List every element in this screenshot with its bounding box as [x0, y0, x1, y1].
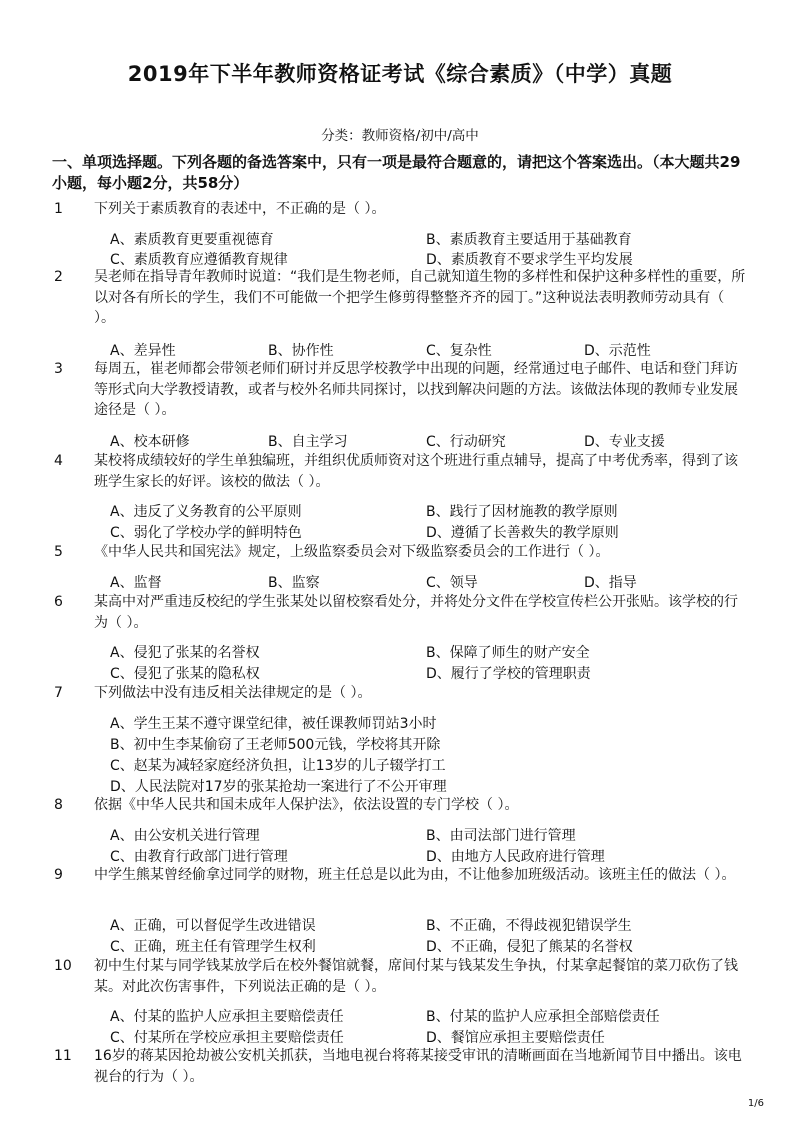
option-d: D、由地方人民政府进行管理: [426, 849, 605, 865]
question-text: 某高中对严重违反校纪的学生张某处以留校察看处分，并将处分文件在学校宣传栏公开张贴。该学校的行为（ ）。: [94, 594, 738, 631]
question-text: 下列关于素质教育的表述中，不正确的是（ ）。: [94, 201, 386, 217]
option-a: A、违反了义务教育的公平原则: [110, 504, 302, 520]
option-d: D、遵循了长善救失的教学原则: [426, 525, 619, 541]
option-b: B、监察: [268, 575, 320, 591]
option-d: D、餐馆应承担主要赔偿责任: [426, 1030, 605, 1046]
page-title: 2019年下半年教师资格证考试《综合素质》（中学）真题: [127, 62, 673, 86]
option-b: B、保障了师生的财产安全: [426, 645, 590, 661]
question-number: 7: [54, 685, 63, 701]
option-c: C、侵犯了张某的隐私权: [110, 666, 260, 682]
option-a: A、由公安机关进行管理: [110, 828, 260, 844]
page-number: 1/6: [747, 1098, 764, 1109]
option-c: C、领导: [426, 575, 478, 591]
option-a: A、监督: [110, 575, 162, 591]
option-c: C、赵某为减轻家庭经济负担，让13岁的儿子辍学打工: [110, 758, 446, 774]
option-d: D、不正确，侵犯了熊某的名誉权: [426, 939, 633, 955]
option-b: B、付某的监护人应承担全部赔偿责任: [426, 1009, 660, 1025]
question-text: 16岁的蒋某因抢劫被公安机关抓获，当地电视台将蒋某接受审讯的清晰画面在当地新闻节目中播出。该电视台的行为（ ）。: [94, 1048, 742, 1085]
option-a: A、校本研修: [110, 434, 190, 450]
option-a: A、正确，可以督促学生改进错误: [110, 918, 316, 934]
option-b: B、素质教育主要适用于基础教育: [426, 232, 632, 248]
question-text: 依据《中华人民共和国未成年人保护法》，依法设置的专门学校（ ）。: [94, 797, 519, 813]
option-c: C、付某所在学校应承担主要赔偿责任: [110, 1030, 344, 1046]
question-number: 8: [54, 797, 63, 813]
question-number: 4: [54, 453, 63, 469]
option-b: B、践行了因材施教的教学原则: [426, 504, 618, 520]
option-b: B、不正确，不得歧视犯错误学生: [426, 918, 632, 934]
question-number: 10: [54, 958, 72, 974]
option-d: D、履行了学校的管理职责: [426, 666, 591, 682]
question-number: 9: [54, 867, 63, 883]
option-b: B、初中生李某偷窃了王老师500元钱，学校将其开除: [110, 737, 441, 753]
option-c: C、弱化了学校办学的鲜明特色: [110, 525, 302, 541]
option-d: D、示范性: [584, 343, 651, 359]
option-c: C、素质教育应遵循教育规律: [110, 252, 288, 268]
option-c: C、复杂性: [426, 343, 492, 359]
option-a: A、侵犯了张某的名誉权: [110, 645, 260, 661]
question-number: 1: [54, 201, 63, 217]
question-text: 《中华人民共和国宪法》规定，上级监察委员会对下级监察委员会的工作进行（ ）。: [94, 544, 610, 560]
question-number: 6: [54, 594, 63, 610]
option-d: D、专业支援: [584, 434, 665, 450]
option-d: D、素质教育不要求学生平均发展: [426, 252, 633, 268]
option-a: A、付某的监护人应承担主要赔偿责任: [110, 1009, 344, 1025]
option-c: C、由教育行政部门进行管理: [110, 849, 288, 865]
option-b: B、自主学习: [268, 434, 348, 450]
option-b: B、由司法部门进行管理: [426, 828, 576, 844]
question-text: 下列做法中没有违反相关法律规定的是（ ）。: [94, 685, 372, 701]
section-heading: 一、单项选择题。下列各题的备选答案中，只有一项是最符合题意的，请把这个答案选出。（本大题共29小题，每小题2分，共58分）: [52, 153, 741, 192]
question-number: 5: [54, 544, 63, 560]
question-text: 每周五，崔老师都会带领老师们研讨并反思学校教学中出现的问题，经常通过电子邮件、电话和登门拜访等形式向大学教授请教，或者与校外名师共同探讨，以找到解决问题的方法。该做法体现的教师专业发展途径是（ ）。: [94, 361, 738, 418]
option-b: B、协作性: [268, 343, 334, 359]
question-number: 11: [54, 1048, 72, 1064]
option-d: D、指导: [584, 575, 637, 591]
option-a: A、学生王某不遵守课堂纪律，被任课教师罚站3小时: [110, 716, 437, 732]
question-number: 3: [54, 361, 63, 377]
question-number: 2: [54, 269, 63, 285]
question-text: 某校将成绩较好的学生单独编班，并组织优质师资对这个班进行重点辅导，提高了中考优秀率，得到了该班学生家长的好评。该校的做法（ ）。: [94, 453, 738, 490]
question-text: 初中生付某与同学钱某放学后在校外餐馆就餐，席间付某与钱某发生争执，付某拿起餐馆的菜刀砍伤了钱某。对此次伤害事件，下列说法正确的是（ ）。: [94, 958, 738, 995]
question-text: 中学生熊某曾经偷拿过同学的财物，班主任总是以此为由，不让他参加班级活动。该班主任的做法（ ）。: [94, 867, 736, 883]
option-c: C、正确，班主任有管理学生权利: [110, 939, 316, 955]
question-text: 吴老师在指导青年教师时说道：“我们是生物老师，自己就知道生物的多样性和保护这种多样性的重要，所以对各有所长的学生，我们不可能做一个把学生修剪得整整齐齐的园丁。”这种说法表明教师劳动具有（ ）。: [94, 269, 746, 326]
category-label: 分类：教师资格/初中/高中: [321, 128, 479, 144]
option-a: A、素质教育更要重视德育: [110, 232, 274, 248]
option-c: C、行动研究: [426, 434, 506, 450]
option-a: A、差异性: [110, 343, 176, 359]
option-d: D、人民法院对17岁的张某抢劫一案进行了不公开审理: [110, 779, 447, 795]
